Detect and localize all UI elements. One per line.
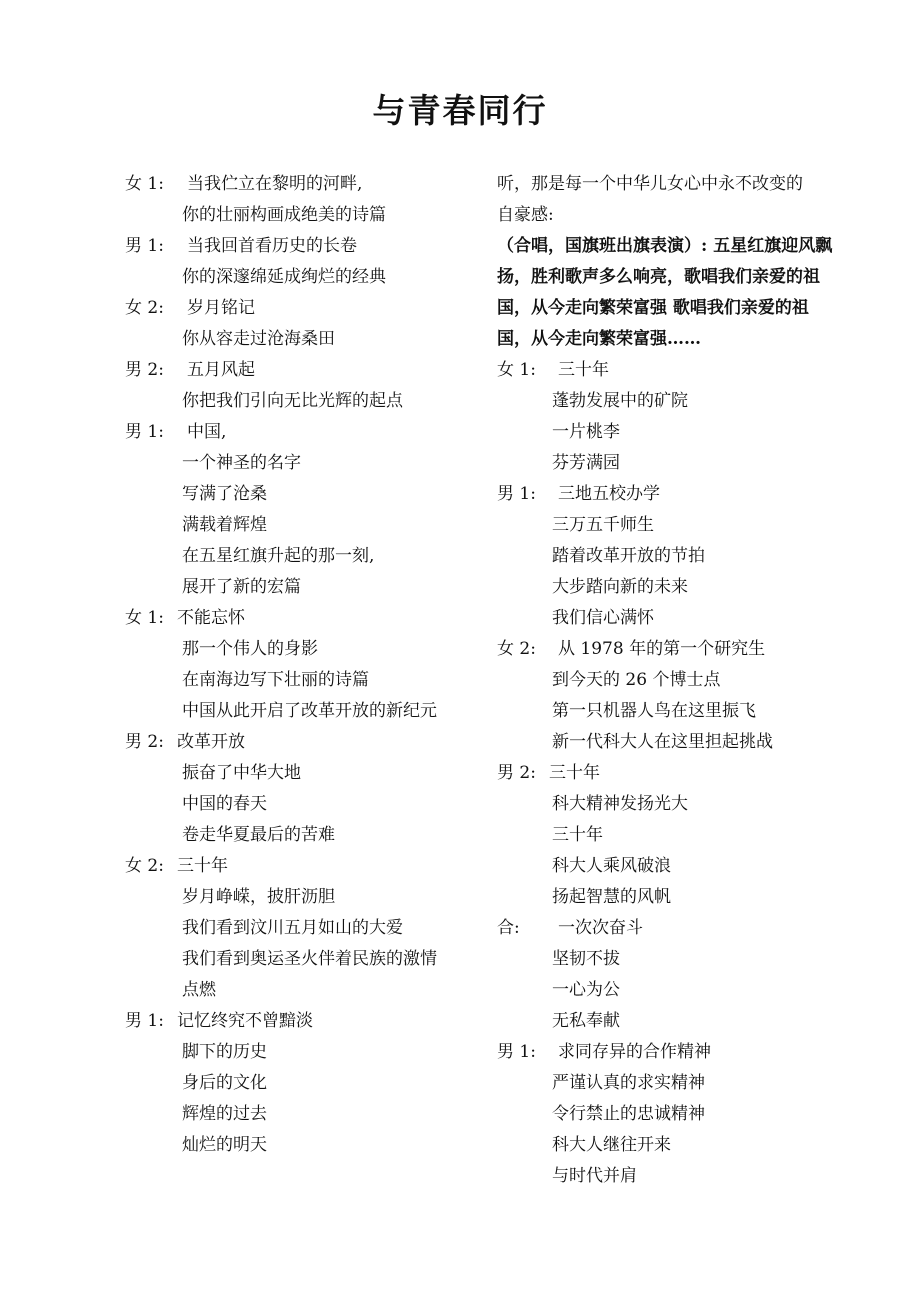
line-text: 写满了沧桑 [182, 484, 267, 504]
script-line [497, 665, 847, 696]
intro-line [497, 200, 847, 231]
script-line [497, 913, 847, 944]
script-line [125, 851, 480, 882]
intro-line [497, 169, 847, 200]
script-line [125, 293, 480, 324]
script-line [125, 1068, 480, 1099]
line-text: 无私奉献 [552, 1011, 620, 1031]
script-line [125, 634, 480, 665]
script-line [125, 727, 480, 758]
line-text: 到今天的 26 个博士点 [552, 670, 721, 690]
script-line [125, 417, 480, 448]
line-text: 你的壮丽构画成绝美的诗篇 [182, 205, 386, 225]
speaker-label: 女 2: [497, 639, 536, 659]
line-text: 一次次奋斗 [558, 918, 643, 938]
script-line [125, 169, 480, 200]
script-line [497, 758, 847, 789]
script-line [125, 975, 480, 1006]
script-line [497, 572, 847, 603]
script-line [125, 603, 480, 634]
speaker-label: 女 1: [125, 608, 164, 628]
script-line [497, 1037, 847, 1068]
line-text: 中国从此开启了改革开放的新纪元 [182, 701, 437, 721]
script-line [497, 975, 847, 1006]
line-text: 三十年 [558, 360, 609, 380]
line-text: 中国的春天 [182, 794, 267, 814]
script-line [497, 1006, 847, 1037]
line-text: 科大人乘风破浪 [552, 856, 671, 876]
speaker-label: 女 1: [125, 174, 164, 194]
script-line [497, 1099, 847, 1130]
script-line [497, 727, 847, 758]
script-line [125, 262, 480, 293]
intro-text: 自豪感: [497, 205, 554, 225]
line-text: 三十年 [552, 825, 603, 845]
script-line [497, 541, 847, 572]
script-line [125, 231, 480, 262]
script-line [125, 510, 480, 541]
right-column [497, 169, 847, 1192]
speaker-label: 女 2: [125, 298, 164, 318]
script-line [125, 572, 480, 603]
speaker-label: 合: [497, 918, 520, 938]
script-line [125, 200, 480, 231]
line-text: 岁月铭记 [187, 298, 255, 318]
line-text: 与时代并肩 [552, 1166, 637, 1186]
line-text: 身后的文化 [182, 1073, 267, 1093]
line-text: 在南海边写下壮丽的诗篇 [182, 670, 369, 690]
script-line [125, 882, 480, 913]
line-text: 你的深邃绵延成绚烂的经典 [182, 267, 386, 287]
line-text: 一心为公 [552, 980, 620, 1000]
line-text: 展开了新的宏篇 [182, 577, 301, 597]
line-text: 科大人继往开来 [552, 1135, 671, 1155]
script-line [125, 820, 480, 851]
line-text: 点燃 [182, 980, 216, 1000]
line-text: 脚下的历史 [182, 1042, 267, 1062]
line-text: 振奋了中华大地 [182, 763, 301, 783]
line-text: 从 1978 年的第一个研究生 [558, 639, 766, 659]
line-text: 求同存异的合作精神 [558, 1042, 711, 1062]
line-text: 我们看到奥运圣火伴着民族的激情 [182, 949, 437, 969]
line-text: 蓬勃发展中的矿院 [552, 391, 688, 411]
left-column [125, 169, 480, 1161]
script-line [497, 355, 847, 386]
chorus-text: （合唱，国旗班出旗表演）: 五星红旗迎风飘扬，胜利歌声多么响亮，歌唱我们亲爱的祖国，从今走向繁荣富强 歌唱我们亲爱的祖国，从今走向繁荣富强…… [497, 236, 833, 349]
line-text: 卷走华夏最后的苦难 [182, 825, 335, 845]
line-text: 中国, [187, 422, 227, 442]
line-text: 扬起智慧的风帆 [552, 887, 671, 907]
script-line [497, 1161, 847, 1192]
script-line [497, 479, 847, 510]
line-text: 辉煌的过去 [182, 1104, 267, 1124]
script-line [497, 789, 847, 820]
line-text: 我们信心满怀 [552, 608, 654, 628]
script-line [125, 789, 480, 820]
line-text: 满载着辉煌 [182, 515, 267, 535]
script-line [125, 479, 480, 510]
script-line [125, 665, 480, 696]
script-line [497, 820, 847, 851]
intro-text: 听，那是每一个中华儿女心中永不改变的 [497, 174, 803, 194]
line-text: 灿烂的明天 [182, 1135, 267, 1155]
line-text: 芬芳满园 [552, 453, 620, 473]
line-text: 新一代科大人在这里担起挑战 [552, 732, 773, 752]
script-line [497, 1068, 847, 1099]
line-text: 当我伫立在黎明的河畔, [187, 174, 363, 194]
script-line [125, 1130, 480, 1161]
speaker-label: 男 1: [125, 422, 164, 442]
line-text: 你从容走过沧海桑田 [182, 329, 335, 349]
script-line [497, 603, 847, 634]
script-line [125, 386, 480, 417]
line-text: 令行禁止的忠诚精神 [552, 1104, 705, 1124]
speaker-label: 女 1: [497, 360, 536, 380]
script-line [125, 1099, 480, 1130]
line-text: 三万五千师生 [552, 515, 654, 535]
script-line [125, 1006, 480, 1037]
line-text: 五月风起 [187, 360, 255, 380]
line-text: 一片桃李 [552, 422, 620, 442]
script-line [125, 324, 480, 355]
speaker-label: 男 2: [497, 763, 536, 783]
speaker-label: 男 1: [497, 1042, 536, 1062]
line-text: 科大精神发扬光大 [552, 794, 688, 814]
speaker-label: 男 1: [125, 236, 164, 256]
speaker-label: 男 1: [497, 484, 536, 504]
line-text: 三十年 [177, 856, 228, 876]
line-text: 岁月峥嵘，披肝沥胆 [182, 887, 335, 907]
script-line [497, 882, 847, 913]
script-line [125, 448, 480, 479]
line-text: 坚韧不拔 [552, 949, 620, 969]
script-line [497, 696, 847, 727]
script-line [497, 510, 847, 541]
script-line [497, 634, 847, 665]
line-text: 大步踏向新的未来 [552, 577, 688, 597]
line-text: 那一个伟人的身影 [182, 639, 318, 659]
script-line [497, 386, 847, 417]
script-line [125, 913, 480, 944]
script-line [125, 944, 480, 975]
line-text: 不能忘怀 [177, 608, 245, 628]
page-title: 与青春同行 [372, 91, 548, 130]
line-text: 三地五校办学 [558, 484, 660, 504]
script-line [125, 696, 480, 727]
script-line [125, 541, 480, 572]
script-line [125, 355, 480, 386]
script-line [497, 417, 847, 448]
script-line [497, 851, 847, 882]
script-line [497, 448, 847, 479]
line-text: 踏着改革开放的节拍 [552, 546, 705, 566]
line-text: 三十年 [549, 763, 600, 783]
speaker-label: 男 2: [125, 360, 164, 380]
script-line [497, 1130, 847, 1161]
line-text: 第一只机器人鸟在这里振飞 [552, 701, 756, 721]
line-text: 一个神圣的名字 [182, 453, 301, 473]
speaker-label: 女 2: [125, 856, 164, 876]
script-line [497, 944, 847, 975]
script-line [125, 1037, 480, 1068]
script-line [125, 758, 480, 789]
line-text: 在五星红旗升起的那一刻, [182, 546, 375, 566]
line-text: 记忆终究不曾黯淡 [177, 1011, 313, 1031]
line-text: 当我回首看历史的长卷 [187, 236, 357, 256]
line-text: 你把我们引向无比光辉的起点 [182, 391, 403, 411]
speaker-label: 男 1: [125, 1011, 164, 1031]
line-text: 严谨认真的求实精神 [552, 1073, 705, 1093]
speaker-label: 男 2: [125, 732, 164, 752]
line-text: 改革开放 [177, 732, 245, 752]
line-text: 我们看到汶川五月如山的大爱 [182, 918, 403, 938]
